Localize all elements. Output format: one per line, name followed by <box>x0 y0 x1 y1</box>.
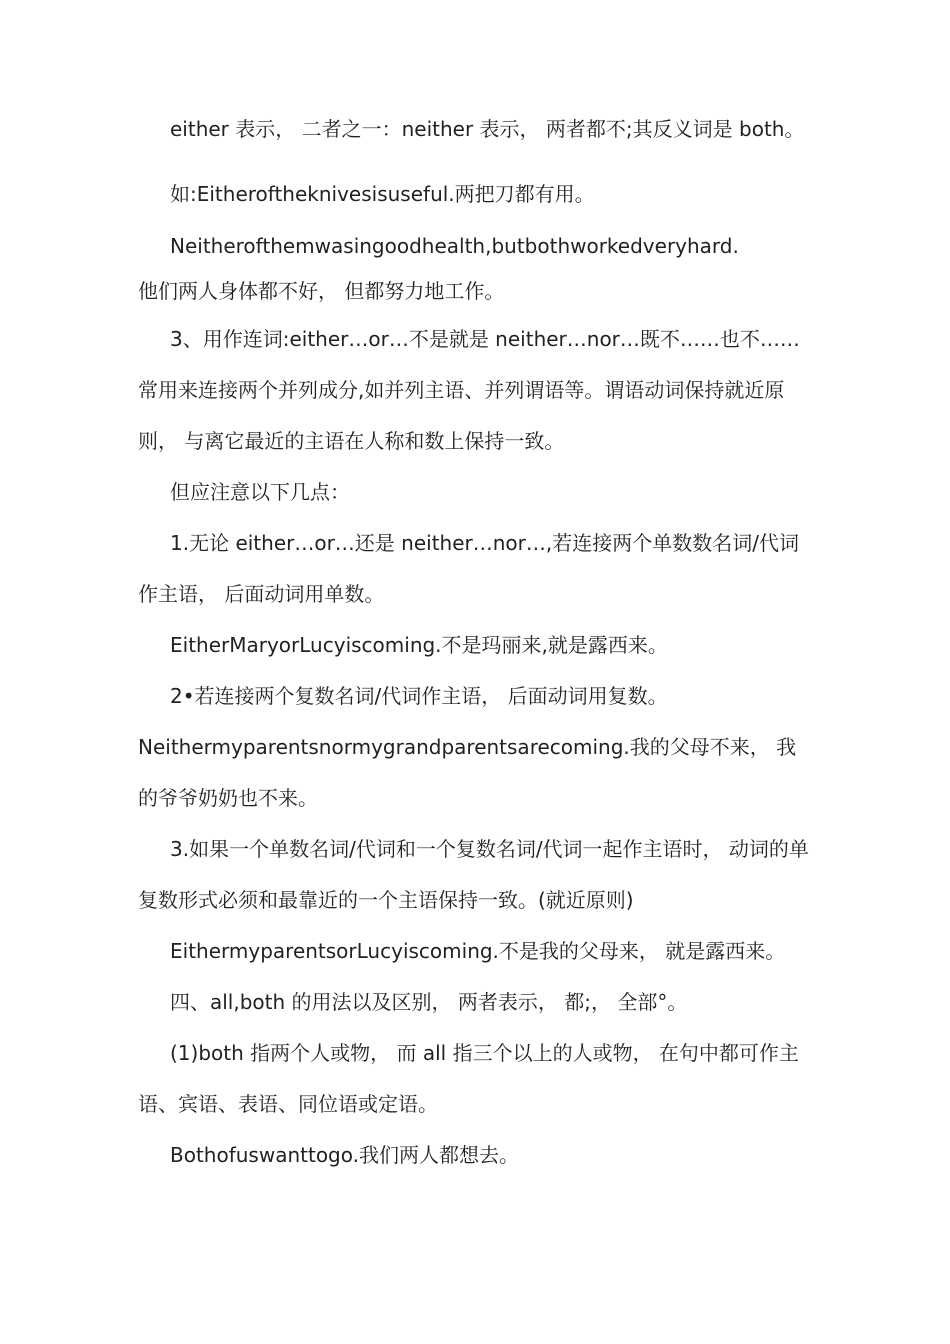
paragraph-conjunction-usage: 3、用作连词:either…or…不是就是 neither…nor…既不……也不……常用来连接两个并列成分,如并列主语、并列谓语等。谓语动词保持就近原则， 与离它最近的主语在人称和数上保持一致。 <box>138 327 800 453</box>
paragraph-rule-2: 2•若连接两个复数名词/代词作主语， 后面动词用复数。 <box>170 684 668 708</box>
paragraph-rule-3-example: EithermyparentsorLucyiscoming.不是我的父母来， 就是露西来。 <box>170 939 786 963</box>
paragraph-rule-1: 1.无论 either…or…还是 neither…nor…,若连接两个单数数名词/代词作主语， 后面动词用单数。 <box>138 531 799 606</box>
paragraph-all-both-heading: 四、all,both 的用法以及区别， 两者表示， 都;， 全部°。 <box>170 990 688 1014</box>
paragraph-notes-heading: 但应注意以下几点： <box>170 480 350 504</box>
paragraph-rule-3: 3.如果一个单数名词/代词和一个复数名词/代词一起作主语时， 动词的单复数形式必须和最靠近的一个主语保持一致。(就近原则) <box>138 837 809 912</box>
paragraph-rule-1-example: EitherMaryorLucyiscoming.不是玛丽来,就是露西来。 <box>170 633 668 657</box>
paragraph-either-neither-definition: either 表示， 二者之一：neither 表示， 两者都不;其反义词是 both。 <box>170 117 805 141</box>
paragraph-example-neither-translation: 他们两人身体都不好， 但都努力地工作。 <box>138 279 505 303</box>
paragraph-both-example: Bothofuswanttogo.我们两人都想去。 <box>170 1143 519 1167</box>
document-body <box>138 104 814 1181</box>
paragraph-example-either: 如:Eitheroftheknivesisuseful.两把刀都有用。 <box>170 182 595 206</box>
paragraph-all-both-difference: (1)both 指两个人或物， 而 all 指三个以上的人或物， 在句中都可作主语、宾语、表语、同位语或定语。 <box>138 1041 799 1116</box>
paragraph-rule-2-example: Neithermyparentsnormygrandparentsarecoming.我的父母不来， 我的爷爷奶奶也不来。 <box>138 735 797 810</box>
paragraph-example-neither: Neitherofthemwasingoodhealth,butbothworkedveryhard. <box>170 234 739 258</box>
